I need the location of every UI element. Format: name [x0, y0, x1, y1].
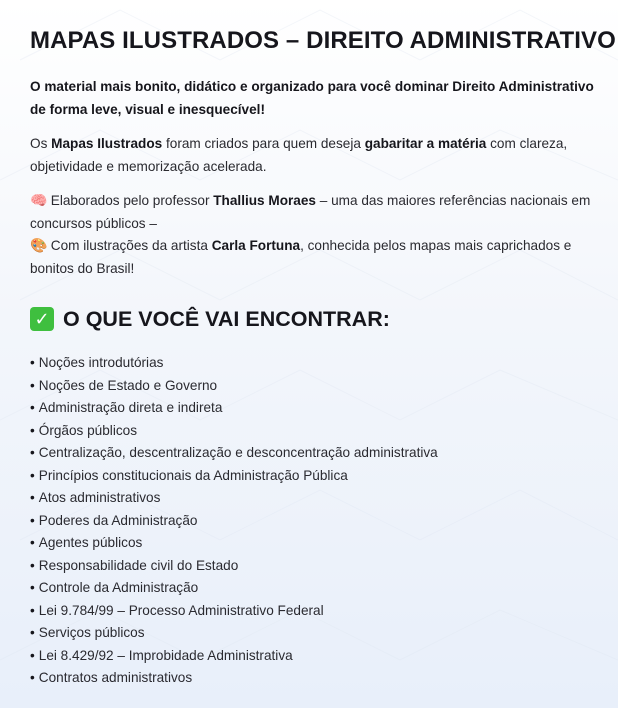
bullet-icon: •	[30, 535, 35, 550]
section-heading-text: O QUE VOCÊ VAI ENCONTRAR:	[63, 307, 390, 331]
section-heading	[30, 304, 605, 334]
list-item	[30, 442, 605, 465]
topic-label: Contratos administrativos	[38, 670, 193, 685]
check-icon: ✓	[30, 307, 54, 331]
topic-label: Centralização, descentralização e desconcentração administrativa	[38, 445, 438, 460]
list-item	[30, 397, 605, 420]
bullet-icon: •	[30, 377, 35, 393]
list-item	[30, 375, 605, 398]
list-item	[30, 645, 605, 668]
topic-label: Administração direta e indireta	[38, 400, 223, 415]
page-title: MAPAS ILUSTRADOS – DIREITO ADMINISTRATIVO	[30, 27, 616, 54]
topic-label: Órgãos públicos	[38, 422, 137, 438]
topic-label: Agentes públicos	[38, 535, 143, 550]
palette-icon: 🎨	[30, 237, 48, 253]
topic-label: Noções introdutórias	[38, 355, 164, 370]
topics-list	[30, 352, 605, 690]
bullet-icon: •	[30, 557, 35, 573]
bullet-icon: •	[30, 670, 35, 685]
list-item	[30, 555, 605, 578]
intro-text-2: foram criados para quem deseja	[162, 136, 365, 151]
topic-label: Controle da Administração	[38, 580, 199, 595]
artist-prefix: Com ilustrações da artista	[47, 238, 212, 253]
artist-name: Carla Fortuna	[211, 238, 301, 253]
page-content	[30, 24, 616, 690]
list-item	[30, 487, 605, 510]
intro-bold-1: Mapas Ilustrados	[51, 136, 163, 151]
intro-bold-2: gabaritar a matéria	[364, 136, 487, 151]
bullet-icon: •	[30, 647, 35, 663]
topic-label: Princípios constitucionais da Administração Pública	[38, 467, 348, 483]
bullet-icon: •	[30, 422, 35, 438]
bullet-icon: •	[30, 355, 35, 370]
bullet-icon: •	[30, 445, 35, 460]
list-item	[30, 465, 605, 488]
bullet-icon: •	[30, 490, 35, 505]
topic-label: Responsabilidade civil do Estado	[38, 557, 239, 573]
lead-paragraph: O material mais bonito, didático e organizado para você dominar Direito Administrativo de forma leve, visual e inesquecível!	[30, 79, 594, 117]
topic-label: Lei 8.429/92 – Improbidade Administrativa	[38, 647, 293, 663]
list-item	[30, 667, 605, 690]
list-item	[30, 352, 605, 375]
list-item	[30, 622, 605, 645]
intro-paragraph	[30, 133, 605, 178]
intro-text-3: com clareza, objetividade e memorização acelerada.	[30, 136, 568, 174]
topic-label: Poderes da Administração	[38, 512, 198, 528]
list-item	[30, 577, 605, 600]
topic-label: Noções de Estado e Governo	[38, 377, 218, 393]
artist-suffix: , conhecida pelos mapas mais caprichados e bonitos do Brasil!	[30, 238, 572, 276]
professor-prefix: Elaborados pelo professor	[47, 193, 214, 208]
list-item	[30, 600, 605, 623]
bullet-icon: •	[30, 467, 35, 483]
bullet-icon: •	[30, 580, 35, 595]
bullet-icon: •	[30, 512, 35, 528]
professor-name: Thallius Moraes	[213, 193, 316, 208]
credits-paragraph	[30, 190, 605, 280]
brain-icon: 🧠	[30, 192, 48, 208]
intro-text-1: Os	[30, 136, 52, 151]
bullet-icon: •	[30, 400, 35, 415]
bullet-icon: •	[30, 602, 35, 618]
topic-label: Lei 9.784/99 – Processo Administrativo Federal	[38, 602, 324, 618]
bullet-icon: •	[30, 625, 35, 640]
list-item	[30, 532, 605, 555]
topic-label: Atos administrativos	[38, 490, 161, 505]
topic-label: Serviços públicos	[38, 625, 145, 640]
list-item	[30, 420, 605, 443]
list-item	[30, 510, 605, 533]
professor-suffix: – uma das maiores referências nacionais em concursos públicos –	[30, 193, 591, 231]
